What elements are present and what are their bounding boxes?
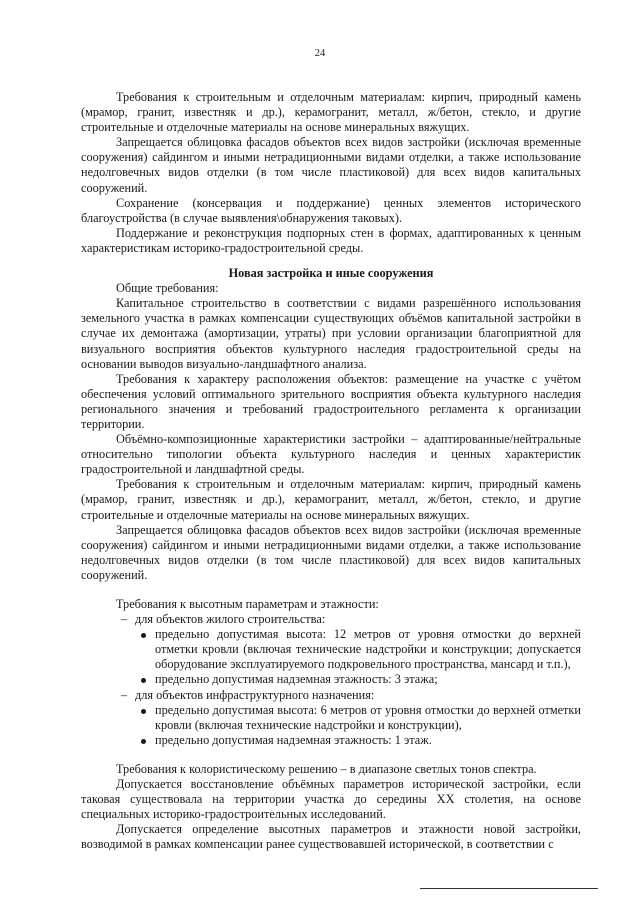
paragraph: Поддержание и реконструкция подпорных стен в формах, адаптированных к ценным характеристикам историко-градостроительной среды. <box>81 225 581 255</box>
paragraph: Требования к строительным и отделочным материалам: кирпич, природный камень (мрамор, гранит, известняк и др.), керамогранит, металл, ж/бетон, стекло, и другие строительные и отделочные материалы на основе минеральных вяжущих. <box>81 477 581 522</box>
height-requirements-intro: Требования к высотным параметрам и этажности: <box>116 597 379 611</box>
list-item-text: предельно допустимая надземная этажность: 3 этажа; <box>155 672 438 687</box>
paragraph: Запрещается облицовка фасадов объектов всех видов застройки (исключая временные сооружения) сайдингом и иными нетрадиционными видами отделки, а также использование недолговечных видов отделки (в том числе пластиковой) для всех видов капитальных сооружений. <box>81 135 581 195</box>
paragraph: Объёмно-композиционные характеристики застройки – адаптированные/нейтральные относительно типологии объекта культурного наследия и ценных характеристик градостроительной и ландшафтной среды. <box>81 432 581 477</box>
list-item-text: предельно допустимая высота: 12 метров от уровня отмостки до верхней отметки кровли (включая технические надстройки и конструкции; допускается оборудование эксплуатируемого подкровельного пространства, мансард и т.п.), <box>155 627 581 672</box>
footer-rule <box>420 888 598 889</box>
paragraph: Капитальное строительство в соответствии с видами разрешённого использования земельного участка в рамках компенсации существующих объёмов капитальной застройки в случае их демонтажа (амортизации, утраты) при условии организации благоприятной для визуального восприятия объектов культурного наследия градостроительной среды на основании выводов визуально-ландшафтного анализа. <box>81 296 581 371</box>
height-requirements-list <box>81 612 581 627</box>
list-item-text: предельно допустимая надземная этажность: 1 этаж. <box>155 732 432 747</box>
paragraph: Требования к характеру расположения объектов: размещение на участке с учётом обеспечения условий оптимального зрительного восприятия объекта культурного наследия регионального значения и требований градостроительного регламента к организации территории. <box>81 371 581 431</box>
general-requirements-label: Общие требования: <box>116 281 219 296</box>
height-requirements-list-2 <box>81 688 581 703</box>
bullet-icon <box>141 633 146 638</box>
bullet-icon <box>141 709 146 714</box>
list-item <box>155 733 581 748</box>
page-number: 24 <box>314 48 326 59</box>
paragraph: Запрещается облицовка фасадов объектов всех видов застройки (исключая временные сооружения) сайдингом и иными нетрадиционными видами отделки, а также использование недолговечных видов отделки (в том числе пластиковой) для всех видов капитальных сооружений. <box>81 522 581 582</box>
document-body <box>81 90 581 853</box>
infrastructure-limits-list <box>81 703 581 748</box>
section-heading: Новая застройка и иные сооружения <box>228 266 434 281</box>
paragraph: Требования к строительным и отделочным материалам: кирпич, природный камень (мрамор, гранит, известняк и др.), керамогранит, металл, ж/бетон, стекло, и другие строительные и отделочные материалы на основе минеральных вяжущих. <box>81 90 581 135</box>
paragraph: Сохранение (консервация и поддержание) ценных элементов исторического благоустройства (в случае выявления\обнаружения таковых). <box>81 195 581 225</box>
list-item-label: для объектов инфраструктурного назначения: <box>135 687 375 702</box>
residential-limits-list <box>81 627 581 687</box>
list-item <box>155 672 581 687</box>
list-item-label: для объектов жилого строительства: <box>135 612 326 627</box>
dash-marker: – <box>121 612 128 627</box>
paragraph: Допускается определение высотных параметров и этажности новой застройки, возводимой в рамках компенсации ранее существовавшей исторической, в соответствии с <box>81 822 581 852</box>
bullet-icon <box>141 739 146 744</box>
bullet-icon <box>141 678 146 683</box>
paragraph: Допускается восстановление объёмных параметров исторической застройки, если таковая существовала на территории участка до середины XX столетия, на основе специальных историко-градостроительных исследований. <box>81 777 581 822</box>
paragraph: Требования к колористическому решению – в диапазоне светлых тонов спектра. <box>116 761 537 776</box>
list-item-infrastructure <box>81 688 581 703</box>
list-item-residential <box>81 612 581 627</box>
list-item <box>155 627 581 672</box>
dash-marker: – <box>121 687 128 702</box>
list-item-text: предельно допустимая высота: 6 метров от уровня отмостки до верхней отметки кровли (включая технические надстройки и конструкции), <box>155 702 581 732</box>
list-item <box>155 703 581 733</box>
